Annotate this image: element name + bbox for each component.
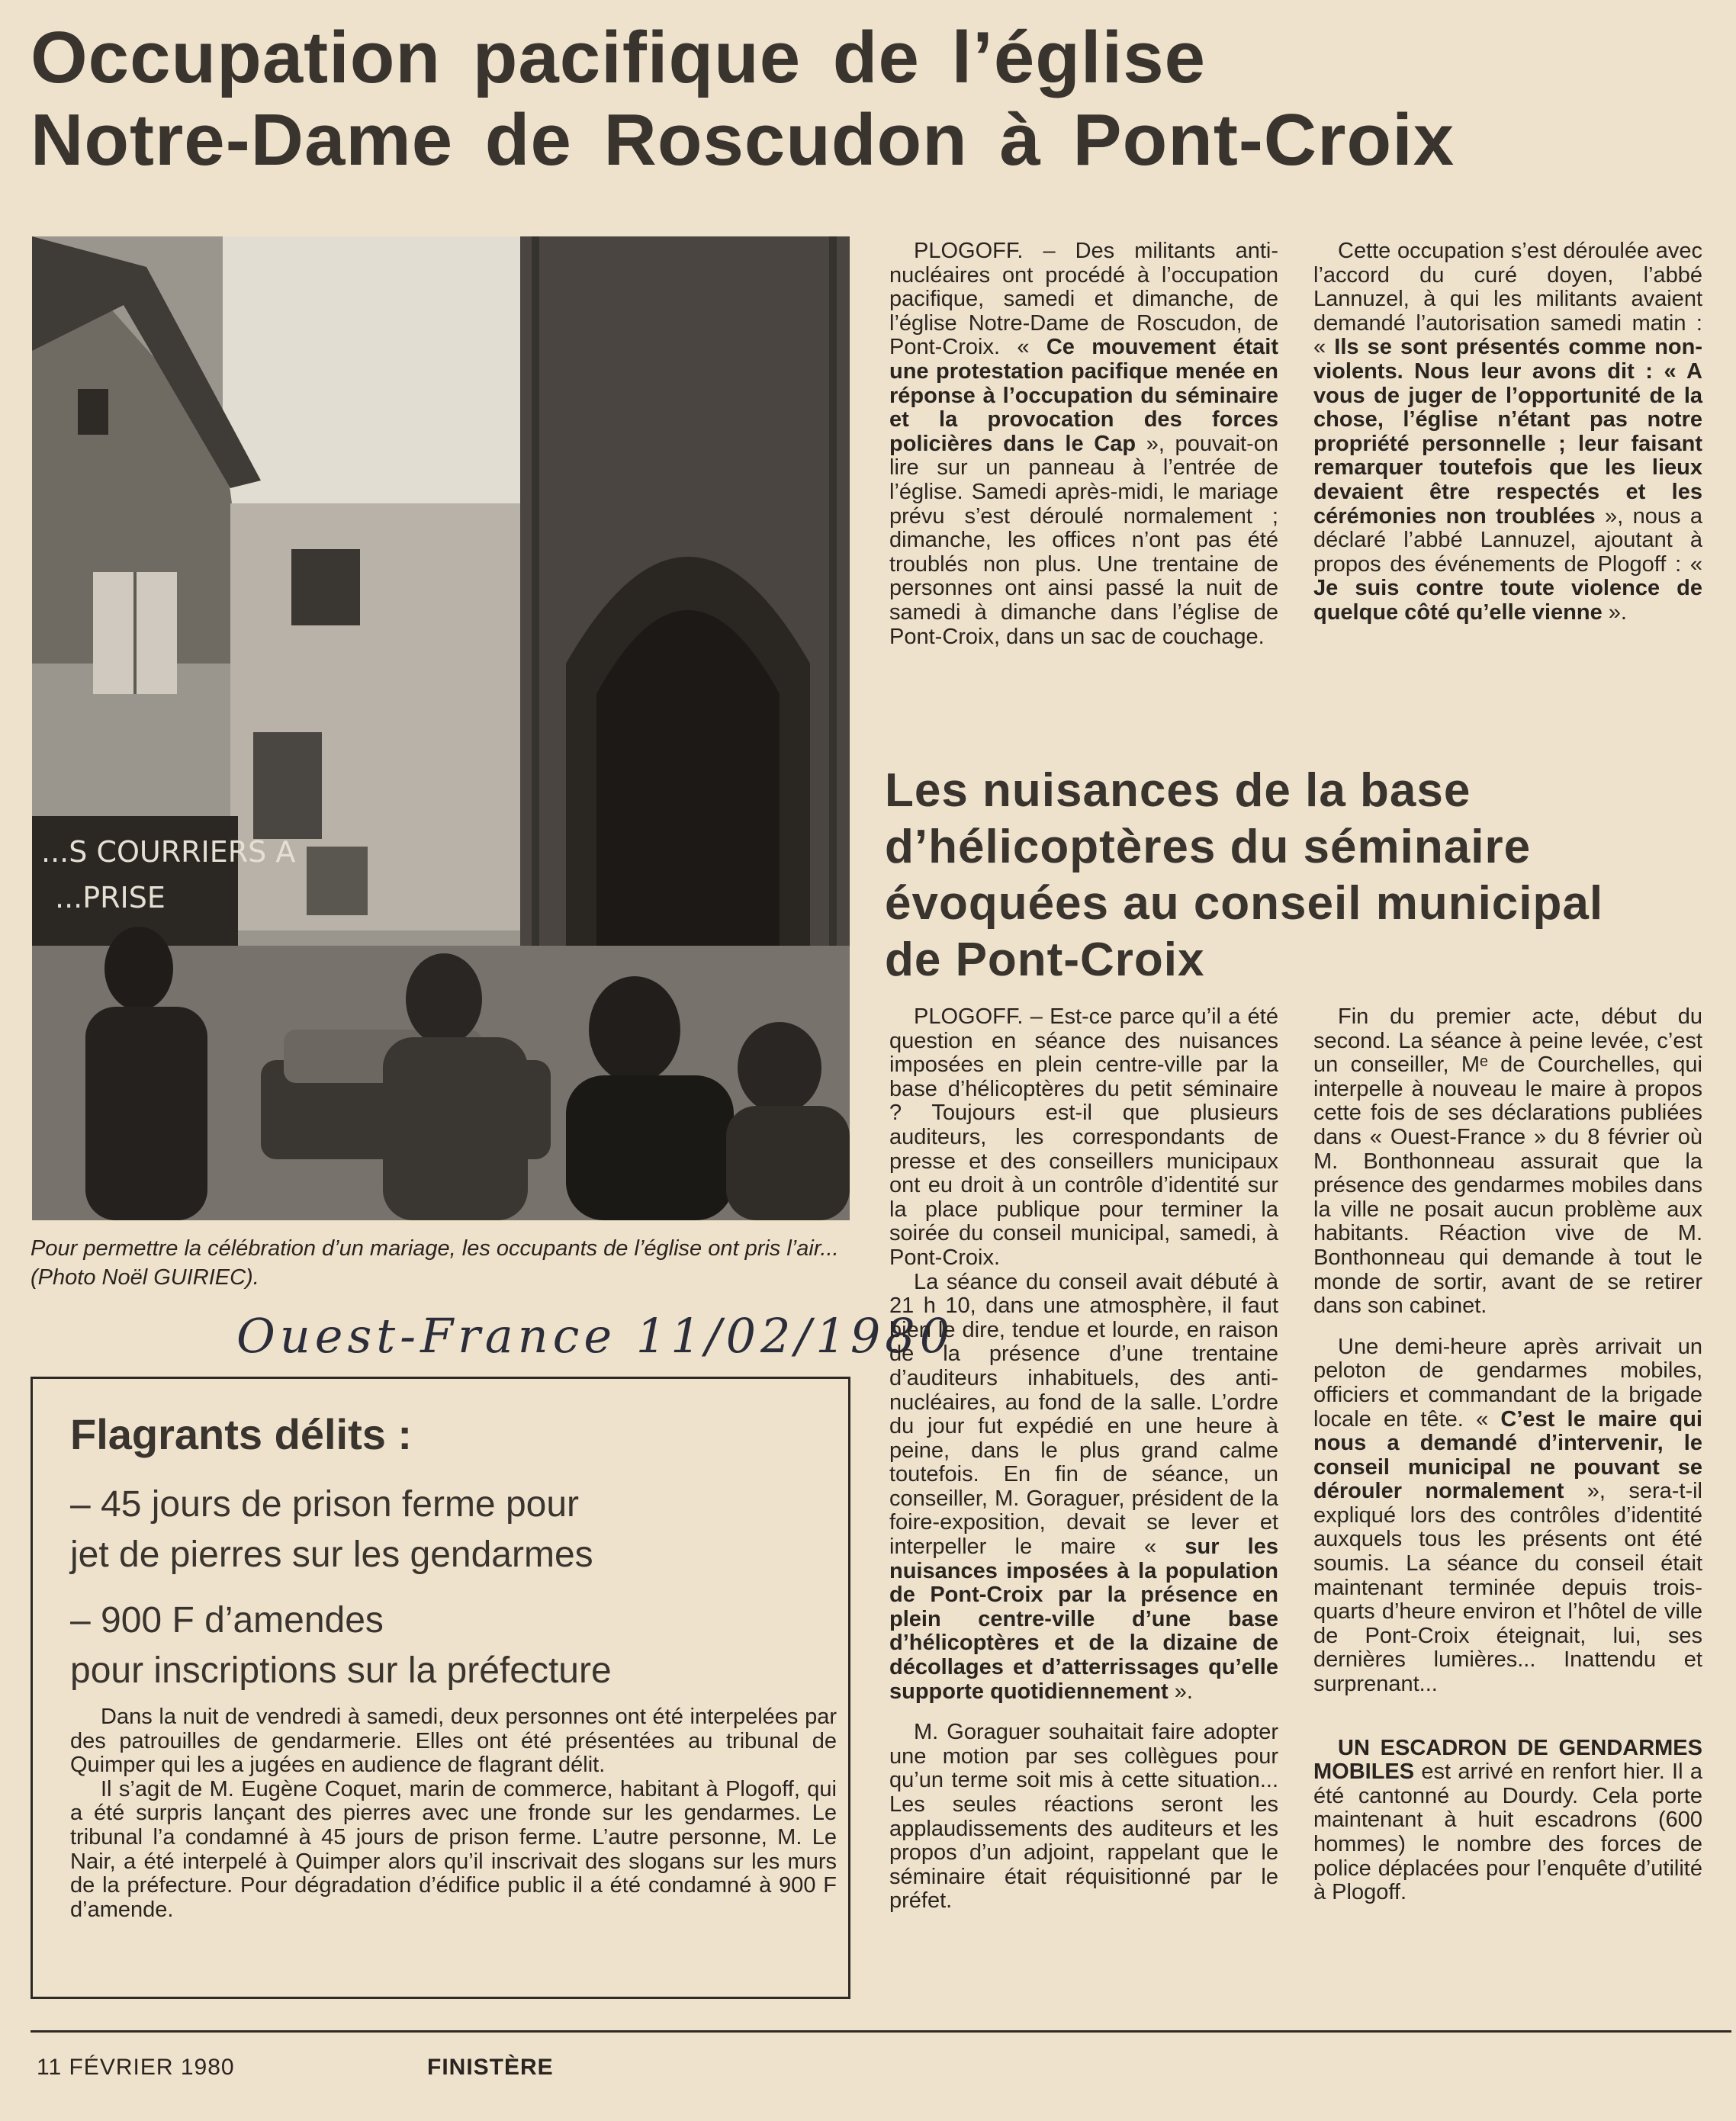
box-body bbox=[70, 1705, 837, 1922]
article2-paragraph bbox=[1313, 1335, 1702, 1697]
box-item-line: jet de pierres sur les gendarmes bbox=[70, 1535, 593, 1575]
text-run: M. Goraguer souhaitait faire adopter une motion par ses collègues pour qu’un terme soit mis à cette situation... Les seules réactions seront les applaudissements des auditeurs et les propos d’un adjoint, rappelant que le séminaire était réquisitionné par le préfet. bbox=[889, 1720, 1278, 1914]
headline-line: évoquées au conseil municipal bbox=[885, 877, 1604, 930]
title-line-1: Occupation pacifique de l’église bbox=[31, 17, 1206, 98]
article2-column-2 bbox=[1313, 1005, 1702, 1905]
article1-paragraph bbox=[1313, 239, 1702, 625]
article2-paragraph bbox=[889, 1005, 1278, 1271]
church-photo-illustration bbox=[32, 236, 850, 1220]
text-run: PLOGOFF. – Des militants anti-nucléaires ont procédé à l’occupation pacifique, samedi et dimanche, de l’église Notre-Dame de Roscudon, de Pont-Croix. « bbox=[889, 239, 1278, 360]
article2-headline bbox=[885, 763, 1709, 988]
text-run: Fin du premier acte, début du second. La séance à peine levée, c’est un conseiller, Mᵉ de Courchelles, qui interpelle à nouveau le maire à propos cette fois de ses déclarations publiées dans « Ouest-France » du 8 février où M. Bonthonneau assurait que la présence des gendarmes mobiles dans la ville ne posait aucun problème aux habitants. Réaction vive de M. Bonthonneau qui demande à tout le monde de sortir, avant de se retirer dans son cabinet. bbox=[1313, 1004, 1702, 1319]
subhead-bold: UN ESCADRON DE GENDARMES MOBILES bbox=[1313, 1735, 1702, 1785]
article2-paragraph bbox=[889, 1271, 1278, 1705]
article2-paragraph bbox=[1313, 1737, 1702, 1905]
text-run: ». bbox=[1168, 1679, 1193, 1704]
article-photo bbox=[32, 236, 850, 1220]
box-item-line: – 45 jours de prison ferme pour bbox=[70, 1484, 580, 1525]
footer-date: 11 FÉVRIER 1980 bbox=[37, 2055, 235, 2080]
box-item-line: pour inscriptions sur la préfecture bbox=[70, 1650, 612, 1691]
text-run: », sera-t-il expliqué lors des contrôles d’identité auxquels tous les présents ont été soumis. La séance du conseil était maintenant terminée depuis trois-quarts d’heure environ et l’hôtel de ville de Pont-Croix éteignait, lui, ses dernières lumières... Inattendu et surprenant... bbox=[1313, 1479, 1702, 1697]
box-paragraph: Il s’agit de M. Eugène Coquet, marin de commerce, habitant à Plogoff, qui a été surpris lançant des pierres avec une fronde sur les gendarmes. Le tribunal l’a condamné à 45 jours de prison ferme. L’autre personne, M. Le Nair, a été interpelé à Quimper alors qu’il inscrivait des slogans sur les murs de la préfecture. Pour dégradation d’édifice public il a été condamné à 900 F d’amende. bbox=[70, 1776, 837, 1922]
article1-column-1 bbox=[889, 239, 1278, 649]
banner-text: ...S COURRIERS A ...PRISE bbox=[41, 835, 296, 914]
quote-bold: Je suis contre toute violence de quelque côté qu’elle vienne bbox=[1313, 576, 1702, 625]
article1-column-2 bbox=[1313, 239, 1702, 625]
footer-rule bbox=[31, 2030, 1731, 2033]
quote-bold: Ils se sont présentés comme non-violents. Nous leur avons dit : « A vous de juger de l’opportunité de la chose, l’église n’étant pas notre propriété personnelle ; leur faisant remarquer toutefois que les lieux devaient être respectés et les cérémonies non troublées bbox=[1313, 335, 1702, 529]
text-run: est arrivé en renfort hier. Il a été cantonné au Dourdy. Cela porte maintenant à huit escadrons (600 hommes) le nombre des forces de police déplacées pour l’enquête d’utilité à Plogoff. bbox=[1313, 1759, 1702, 1905]
text-run: ». bbox=[1602, 599, 1627, 625]
headline-line: de Pont-Croix bbox=[885, 934, 1205, 986]
title-line-2: Notre-Dame de Roscudon à Pont-Croix bbox=[31, 99, 1455, 181]
text-run: Une demi-heure après arrivait un peloton de gendarmes mobiles, officiers et commandant de la brigade locale en tête. « bbox=[1313, 1334, 1702, 1432]
text-run: », pouvait-on lire sur un panneau à l’entrée de l’église. Samedi après-midi, le mariage prévu s’est déroulé normalement ; dimanche, les offices n’ont pas été troublés non plus. Une trentaine de personnes ont ainsi passé la nuit de samedi à dimanche dans l’église de Pont-Croix, dans un sac de couchage. bbox=[889, 431, 1278, 649]
article2-paragraph bbox=[1313, 1005, 1702, 1319]
quote-bold: C’est le maire qui nous a demandé d’intervenir, le conseil municipal ne pouvant se dérouler normalement bbox=[1313, 1406, 1702, 1504]
box-item-2 bbox=[70, 1596, 612, 1696]
headline-line: d’hélicoptères du séminaire bbox=[885, 821, 1532, 873]
footer-section: FINISTÈRE bbox=[427, 2055, 554, 2080]
text-run: Cette occupation s’est déroulée avec l’accord du curé doyen, l’abbé Lannuzel, à qui les militants avaient demandé l’autorisation samedi matin : « bbox=[1313, 239, 1702, 360]
text-run: La séance du conseil avait débuté à 21 h 10, dans une atmosphère, il faut bien le dire, tendue et lourde, en raison de la présence d’une trentaine d’auditeurs inhabituels, des anti-nucléaires, au fond de la salle. L’ordre du jour fut expédié en une heure à peine, dans le plus grand calme toutefois. En fin de séance, un conseiller, M. Goraguer, président de la foire-exposition, devait se lever et interpeller le maire « bbox=[889, 1269, 1278, 1560]
quote-bold: Ce mouvement était une protestation pacifique menée en réponse à l’occupation du séminaire et la provocation des forces policières dans le Cap bbox=[889, 335, 1278, 456]
text-run: PLOGOFF. – Est-ce parce qu’il a été question en séance des nuisances imposées en plein centre-ville par la base d’hélicoptères du petit séminaire ? Toujours est-il que plusieurs auditeurs, les correspondants de presse et des conseillers municipaux ont eu droit à un contrôle d’identité sur la place publique pour terminer la soirée du conseil municipal, samedi, à Pont-Croix. bbox=[889, 1004, 1278, 1270]
box-item-line: – 900 F d’amendes bbox=[70, 1600, 384, 1641]
text-run: », nous a déclaré l’abbé Lannuzel, ajoutant à propos des événements de Plogoff : « bbox=[1313, 503, 1702, 577]
box-title: Flagrants délits : bbox=[70, 1410, 413, 1458]
quote-bold: sur les nuisances imposées à la population de Pont-Croix par la présence en plein centre-ville d’une base d’hélicoptères et de la dizaine de décollages et d’atterrissages qu’elle supporte quotidiennement bbox=[889, 1535, 1278, 1704]
box-paragraph: Dans la nuit de vendredi à samedi, deux personnes ont été interpelées par des patrouilles de gendarmerie. Elles ont été présentées au tribunal de Quimper qui les a jugées en audience de flagrant délit. bbox=[70, 1705, 837, 1778]
headline-line: Les nuisances de la base bbox=[885, 764, 1471, 817]
article1-paragraph bbox=[889, 239, 1278, 649]
article2-column-1 bbox=[889, 1005, 1278, 1914]
handwritten-source-note: Ouest-France 11/02/1980 bbox=[236, 1308, 955, 1364]
article2-paragraph bbox=[889, 1721, 1278, 1914]
photo-caption: Pour permettre la célébration d’un mariage, les occupants de l’église ont pris l’air... (Photo Noël GUIRIEC). bbox=[31, 1236, 839, 1290]
box-item-1 bbox=[70, 1480, 593, 1580]
page-title bbox=[31, 17, 1724, 182]
